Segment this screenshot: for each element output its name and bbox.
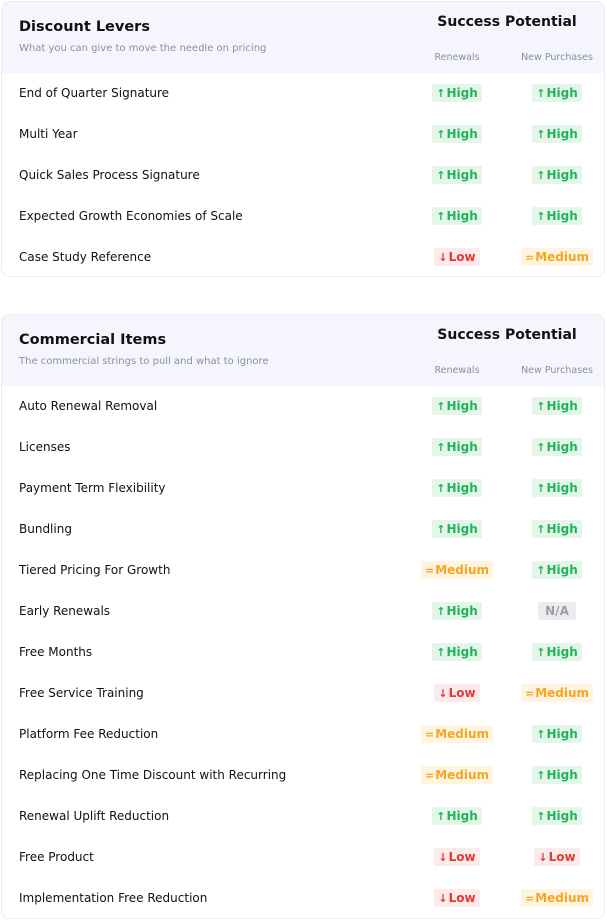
level-text: High (546, 727, 578, 741)
arrow-up-icon: ↑ (536, 168, 546, 182)
level-text: Low (448, 891, 476, 905)
table-row (2, 196, 604, 237)
equals-icon: = (424, 563, 435, 577)
table-row (2, 509, 604, 550)
arrow-up-icon: ↑ (436, 809, 446, 823)
discount-levers-header (2, 2, 604, 73)
arrow-up-icon: ↑ (436, 127, 446, 141)
section-title: Commercial Items (19, 332, 167, 348)
row-label: Renewal Uplift Reduction (19, 809, 170, 823)
level-badge-high (432, 125, 482, 143)
level-badge-low (434, 889, 479, 907)
level-badge-high (532, 438, 582, 456)
level-text: High (446, 604, 478, 618)
level-badge-low (434, 848, 479, 866)
renewals-cell (407, 642, 507, 662)
row-label: Early Renewals (19, 604, 111, 618)
row-label: Expected Growth Economies of Scale (19, 209, 243, 223)
new-purchases-cell (507, 437, 605, 457)
level-text: High (446, 209, 478, 223)
level-text: High (446, 809, 478, 823)
arrow-up-icon: ↑ (536, 440, 546, 454)
level-badge-low (434, 248, 479, 266)
level-badge-high (432, 643, 482, 661)
section-subtitle: What you can give to move the needle on pricing (19, 43, 267, 54)
arrow-up-icon: ↑ (536, 209, 546, 223)
level-text: High (546, 127, 578, 141)
renewals-cell (407, 888, 507, 908)
level-badge-high (432, 166, 482, 184)
new-purchases-cell (507, 124, 605, 144)
arrow-down-icon: ↓ (438, 686, 448, 700)
level-text: Medium (535, 891, 590, 905)
level-badge-high (532, 207, 582, 225)
renewals-cell (407, 247, 507, 267)
new-purchases-cell (507, 83, 605, 103)
row-label: Free Service Training (19, 686, 144, 700)
level-text: High (546, 440, 578, 454)
new-purchases-cell (507, 724, 605, 744)
new-purchases-cell (507, 806, 605, 826)
level-text: High (546, 768, 578, 782)
renewals-cell (407, 560, 507, 580)
row-label: Free Product (19, 850, 94, 864)
section-subtitle: The commercial strings to pull and what to ignore (19, 356, 269, 367)
level-badge-low (434, 684, 479, 702)
level-text: High (546, 481, 578, 495)
column-header-renewals: Renewals (434, 52, 480, 63)
renewals-cell (407, 601, 507, 621)
arrow-up-icon: ↑ (536, 481, 546, 495)
level-badge-high (532, 561, 582, 579)
arrow-up-icon: ↑ (436, 645, 446, 659)
level-badge-high (432, 438, 482, 456)
new-purchases-cell (507, 560, 605, 580)
table-row (2, 237, 604, 277)
new-purchases-cell (507, 642, 605, 662)
row-label: Tiered Pricing For Growth (19, 563, 171, 577)
new-purchases-cell (507, 765, 605, 785)
commercial-items-card (1, 314, 605, 919)
table-row (2, 386, 604, 427)
renewals-cell (407, 683, 507, 703)
table-row (2, 155, 604, 196)
table-row (2, 796, 604, 837)
arrow-down-icon: ↓ (538, 850, 548, 864)
level-badge-high (432, 397, 482, 415)
equals-icon: = (524, 250, 535, 264)
level-text: Low (548, 850, 576, 864)
renewals-cell (407, 806, 507, 826)
level-badge-high (532, 125, 582, 143)
level-text: Low (448, 250, 476, 264)
level-badge-low (534, 848, 579, 866)
new-purchases-cell (507, 601, 605, 621)
level-text: Low (448, 686, 476, 700)
row-label: Case Study Reference (19, 250, 152, 264)
table-row (2, 673, 604, 714)
arrow-up-icon: ↑ (536, 86, 546, 100)
table-row (2, 878, 604, 919)
level-badge-medium (521, 684, 593, 702)
arrow-up-icon: ↑ (536, 522, 546, 536)
level-badge-high (532, 807, 582, 825)
renewals-cell (407, 519, 507, 539)
renewals-cell (407, 847, 507, 867)
renewals-cell (407, 396, 507, 416)
level-text: High (446, 399, 478, 413)
new-purchases-cell (507, 888, 605, 908)
table-row (2, 632, 604, 673)
table-row (2, 114, 604, 155)
new-purchases-cell (507, 478, 605, 498)
row-label: Platform Fee Reduction (19, 727, 159, 741)
arrow-up-icon: ↑ (436, 86, 446, 100)
level-badge-high (432, 84, 482, 102)
level-badge-medium (421, 766, 493, 784)
renewals-cell (407, 165, 507, 185)
level-text: High (546, 168, 578, 182)
level-text: High (446, 522, 478, 536)
level-text: High (546, 522, 578, 536)
arrow-up-icon: ↑ (536, 768, 546, 782)
renewals-cell (407, 478, 507, 498)
table-row (2, 755, 604, 796)
renewals-cell (407, 724, 507, 744)
level-text: Medium (435, 727, 490, 741)
renewals-cell (407, 124, 507, 144)
column-header-new-purchases: New Purchases (521, 52, 593, 63)
row-label: Implementation Free Reduction (19, 891, 208, 905)
arrow-up-icon: ↑ (436, 399, 446, 413)
level-text: Medium (435, 563, 490, 577)
arrow-up-icon: ↑ (536, 563, 546, 577)
new-purchases-cell (507, 847, 605, 867)
level-badge-high (532, 766, 582, 784)
table-row (2, 714, 604, 755)
level-text: High (546, 86, 578, 100)
level-text: High (546, 399, 578, 413)
level-text: High (546, 563, 578, 577)
level-text: Low (448, 850, 476, 864)
level-badge-high (532, 397, 582, 415)
level-text: N/A (545, 604, 569, 618)
commercial-items-header (2, 315, 604, 386)
level-text: High (546, 209, 578, 223)
row-label: Bundling (19, 522, 72, 536)
arrow-up-icon: ↑ (536, 399, 546, 413)
level-badge-high (532, 643, 582, 661)
row-label: End of Quarter Signature (19, 86, 170, 100)
level-badge-high (532, 166, 582, 184)
level-text: Medium (535, 250, 590, 264)
level-badge-high (432, 807, 482, 825)
new-purchases-cell (507, 683, 605, 703)
renewals-cell (407, 206, 507, 226)
level-badge-high (432, 207, 482, 225)
renewals-cell (407, 83, 507, 103)
arrow-up-icon: ↑ (436, 481, 446, 495)
column-header-new-purchases: New Purchases (521, 365, 593, 376)
row-label: Free Months (19, 645, 93, 659)
level-text: High (446, 127, 478, 141)
level-text: High (546, 809, 578, 823)
level-badge-medium (421, 725, 493, 743)
level-badge-high (532, 520, 582, 538)
new-purchases-cell (507, 247, 605, 267)
level-badge-high (432, 479, 482, 497)
section-title: Discount Levers (19, 19, 150, 35)
row-label: Quick Sales Process Signature (19, 168, 200, 182)
row-label: Multi Year (19, 127, 78, 141)
new-purchases-cell (507, 396, 605, 416)
equals-icon: = (424, 768, 435, 782)
level-text: High (546, 645, 578, 659)
new-purchases-cell (507, 165, 605, 185)
row-label: Licenses (19, 440, 71, 454)
arrow-up-icon: ↑ (436, 522, 446, 536)
table-row (2, 550, 604, 591)
level-badge-medium (521, 248, 593, 266)
row-label: Auto Renewal Removal (19, 399, 158, 413)
arrow-up-icon: ↑ (536, 127, 546, 141)
arrow-up-icon: ↑ (536, 809, 546, 823)
arrow-up-icon: ↑ (436, 604, 446, 618)
arrow-up-icon: ↑ (436, 440, 446, 454)
level-badge-high (532, 84, 582, 102)
discount-levers-card (1, 1, 605, 277)
column-header-renewals: Renewals (434, 365, 480, 376)
success-potential-title: Success Potential (437, 327, 577, 343)
arrow-down-icon: ↓ (438, 250, 448, 264)
level-badge-high (532, 479, 582, 497)
level-badge-medium (521, 889, 593, 907)
arrow-down-icon: ↓ (438, 850, 448, 864)
new-purchases-cell (507, 206, 605, 226)
level-badge-high (432, 602, 482, 620)
level-text: High (446, 168, 478, 182)
commercial-items-rows (2, 386, 604, 919)
arrow-down-icon: ↓ (438, 891, 448, 905)
level-text: Medium (435, 768, 490, 782)
row-label: Replacing One Time Discount with Recurring (19, 768, 287, 782)
table-row (2, 591, 604, 632)
level-badge-medium (421, 561, 493, 579)
level-badge-high (532, 725, 582, 743)
level-badge-na (538, 602, 576, 620)
renewals-cell (407, 437, 507, 457)
table-row (2, 468, 604, 509)
level-text: High (446, 440, 478, 454)
success-potential-title: Success Potential (437, 14, 577, 30)
table-row (2, 837, 604, 878)
new-purchases-cell (507, 519, 605, 539)
level-text: High (446, 481, 478, 495)
row-label: Payment Term Flexibility (19, 481, 166, 495)
equals-icon: = (524, 891, 535, 905)
arrow-up-icon: ↑ (536, 645, 546, 659)
table-row (2, 427, 604, 468)
equals-icon: = (524, 686, 535, 700)
level-text: High (446, 645, 478, 659)
discount-levers-rows (2, 73, 604, 277)
level-badge-high (432, 520, 482, 538)
arrow-up-icon: ↑ (436, 168, 446, 182)
level-text: Medium (535, 686, 590, 700)
arrow-up-icon: ↑ (436, 209, 446, 223)
arrow-up-icon: ↑ (536, 727, 546, 741)
renewals-cell (407, 765, 507, 785)
equals-icon: = (424, 727, 435, 741)
table-row (2, 73, 604, 114)
level-text: High (446, 86, 478, 100)
